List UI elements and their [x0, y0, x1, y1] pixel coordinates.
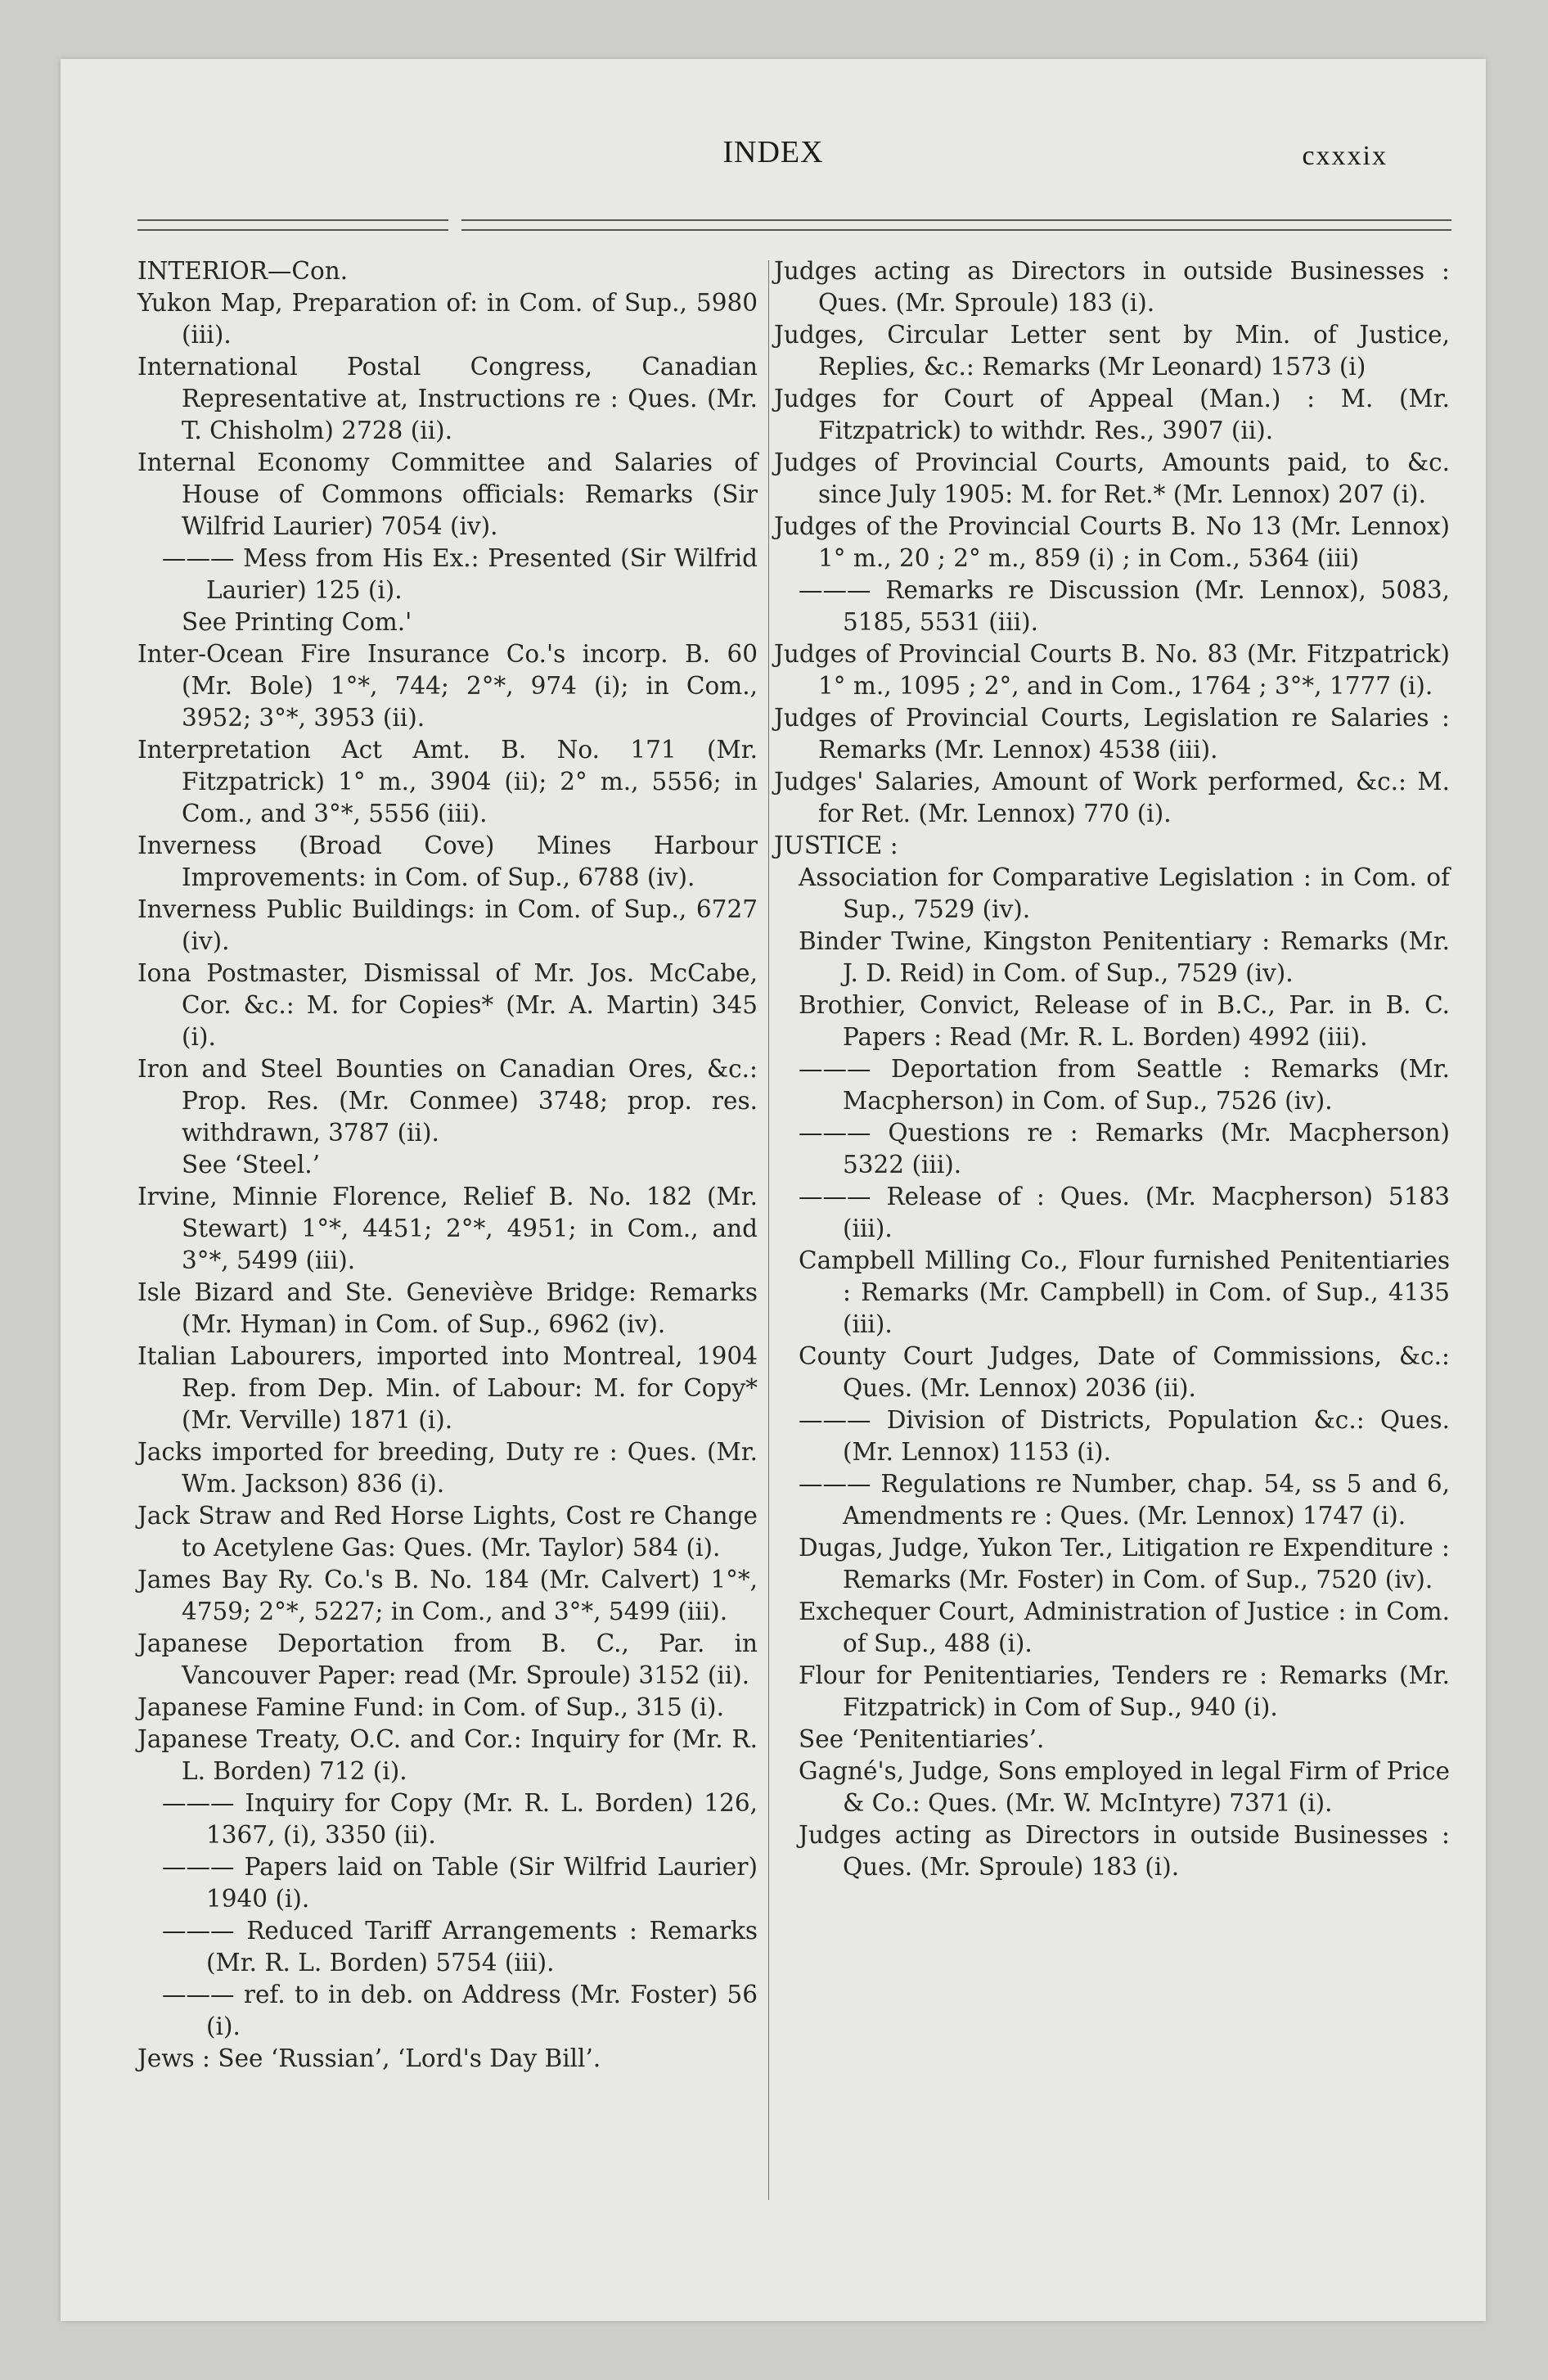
- index-entry: Yukon Map, Preparation of: in Com. of Sup., 5980 (iii).: [137, 289, 758, 349]
- index-entry: ——— Reduced Tariff Arrangements : Remarks (Mr. R. L. Borden) 5754 (iii).: [162, 1917, 758, 1977]
- index-entry: Judges of Provincial Courts, Legislation re Salaries : Remarks (Mr. Lennox) 4538 (iii).: [774, 704, 1450, 764]
- index-page: [61, 59, 1486, 2321]
- header-rule: [137, 219, 448, 221]
- index-entry: Inverness Public Buildings: in Com. of Sup., 6727 (iv).: [137, 895, 758, 955]
- index-entry: Judges' Salaries, Amount of Work performed, &c.: M. for Ret. (Mr. Lennox) 770 (i).: [774, 768, 1450, 827]
- index-entry: ——— ref. to in deb. on Address (Mr. Foster) 56 (i).: [162, 1981, 758, 2040]
- index-entry: Judges of the Provincial Courts B. No 13 (Mr. Lennox) 1° m., 20 ; 2° m., 859 (i) ; in Com., 5364 (iii): [774, 512, 1450, 572]
- index-entry: International Postal Congress, Canadian Representative at, Instructions re : Ques. (Mr. T. Chisholm) 2728 (ii).: [137, 353, 758, 444]
- index-entry: See Printing Com.': [182, 608, 412, 636]
- index-entry: Binder Twine, Kingston Penitentiary : Remarks (Mr. J. D. Reid) in Com. of Sup., 7529 (iv).: [799, 927, 1450, 987]
- index-entry: Inter-Ocean Fire Insurance Co.'s incorp. B. 60 (Mr. Bole) 1°*, 744; 2°*, 974 (i); in Com., 3952; 3°*, 3953 (ii).: [137, 640, 758, 732]
- index-entry: Internal Economy Committee and Salaries of House of Commons officials: Remarks (Sir Wilfrid Laurier) 7054 (iv).: [137, 449, 758, 540]
- header-rule: [137, 229, 448, 231]
- index-entry: INTERIOR—Con.: [137, 257, 349, 285]
- index-entry: Italian Labourers, imported into Montreal, 1904 Rep. from Dep. Min. of Labour: M. for Copy* (Mr. Verville) 1871 (i).: [137, 1342, 758, 1434]
- index-entry: County Court Judges, Date of Commissions, &c.: Ques. (Mr. Lennox) 2036 (ii).: [799, 1342, 1450, 1402]
- index-entry: Japanese Deportation from B. C., Par. in Vancouver Paper: read (Mr. Sproule) 3152 (ii).: [137, 1629, 758, 1689]
- index-entry: Exchequer Court, Administration of Justice : in Com. of Sup., 488 (i).: [799, 1598, 1450, 1657]
- index-entry: ——— Release of : Ques. (Mr. Macpherson) 5183 (iii).: [799, 1183, 1450, 1242]
- index-entry: See ‘Steel.’: [182, 1151, 321, 1179]
- index-entry: Judges of Provincial Courts, Amounts paid, to &c. since July 1905: M. for Ret.* (Mr. Lennox) 207 (i).: [774, 449, 1450, 508]
- index-entry: ——— Papers laid on Table (Sir Wilfrid Laurier) 1940 (i).: [162, 1853, 758, 1913]
- index-entry: Isle Bizard and Ste. Geneviève Bridge: Remarks (Mr. Hyman) in Com. of Sup., 6962 (iv).: [137, 1278, 758, 1338]
- right-column: [774, 255, 1450, 1883]
- index-entry: Judges, Circular Letter sent by Min. of Justice, Replies, &c.: Remarks (Mr Leonard) 1573 (i): [774, 321, 1450, 381]
- index-entry: Dugas, Judge, Yukon Ter., Litigation re Expenditure : Remarks (Mr. Foster) in Com. of Sup., 7520 (iv).: [799, 1534, 1450, 1593]
- index-entry: Irvine, Minnie Florence, Relief B. No. 182 (Mr. Stewart) 1°*, 4451; 2°*, 4951; in Com., and 3°*, 5499 (iii).: [137, 1183, 758, 1274]
- index-entry: See ‘Penitentiaries’.: [799, 1725, 1045, 1753]
- header-rule: [461, 229, 1451, 231]
- index-entry: Gagné's, Judge, Sons employed in legal Firm of Price & Co.: Ques. (Mr. W. McIntyre) 7371 (i).: [799, 1757, 1450, 1817]
- index-entry: Jews : See ‘Russian’, ‘Lord's Day Bill’.: [137, 2044, 601, 2072]
- column-divider: [768, 260, 769, 2200]
- index-entry: JUSTICE :: [774, 832, 898, 859]
- index-entry: Japanese Famine Fund: in Com. of Sup., 315 (i).: [137, 1693, 724, 1721]
- index-entry: ——— Questions re : Remarks (Mr. Macpherson) 5322 (iii).: [799, 1119, 1450, 1179]
- index-entry: Campbell Milling Co., Flour furnished Penitentiaries : Remarks (Mr. Campbell) in Com. of Sup., 4135 (iii).: [799, 1246, 1450, 1338]
- index-entry: ——— Inquiry for Copy (Mr. R. L. Borden) 126, 1367, (i), 3350 (ii).: [162, 1789, 758, 1849]
- index-entry: Association for Comparative Legislation : in Com. of Sup., 7529 (iv).: [799, 863, 1450, 923]
- left-column: [137, 255, 758, 2075]
- header-rule: [461, 219, 1451, 221]
- page-title: INDEX: [722, 135, 824, 169]
- index-entry: Judges acting as Directors in outside Businesses : Ques. (Mr. Sproule) 183 (i).: [774, 257, 1450, 317]
- index-entry: Jack Straw and Red Horse Lights, Cost re Change to Acetylene Gas: Ques. (Mr. Taylor) 584 (i).: [137, 1502, 758, 1562]
- index-entry: Judges of Provincial Courts B. No. 83 (Mr. Fitzpatrick) 1° m., 1095 ; 2°, and in Com., 1764 ; 3°*, 1777 (i).: [774, 640, 1450, 700]
- index-entry: Brothier, Convict, Release of in B.C., Par. in B. C. Papers : Read (Mr. R. L. Borden) 4992 (iii).: [799, 991, 1450, 1051]
- index-entry: ——— Division of Districts, Population &c.: Ques. (Mr. Lennox) 1153 (i).: [799, 1406, 1450, 1466]
- index-entry: Judges acting as Directors in outside Businesses : Ques. (Mr. Sproule) 183 (i).: [799, 1821, 1450, 1881]
- index-entry: ——— Deportation from Seattle : Remarks (Mr. Macpherson) in Com. of Sup., 7526 (iv).: [799, 1055, 1450, 1115]
- index-entry: Japanese Treaty, O.C. and Cor.: Inquiry for (Mr. R. L. Borden) 712 (i).: [137, 1725, 758, 1785]
- index-entry: ——— Regulations re Number, chap. 54, ss 5 and 6, Amendments re : Ques. (Mr. Lennox) 1747 (i).: [799, 1470, 1450, 1530]
- index-entry: Inverness (Broad Cove) Mines Harbour Improvements: in Com. of Sup., 6788 (iv).: [137, 832, 758, 891]
- index-entry: Iona Postmaster, Dismissal of Mr. Jos. McCabe, Cor. &c.: M. for Copies* (Mr. A. Martin) 345 (i).: [137, 959, 758, 1051]
- index-entry: Iron and Steel Bounties on Canadian Ores, &c.: Prop. Res. (Mr. Conmee) 3748; prop. res. withdrawn, 3787 (ii).: [137, 1055, 758, 1147]
- index-entry: ——— Mess from His Ex.: Presented (Sir Wilfrid Laurier) 125 (i).: [162, 544, 758, 604]
- index-entry: ——— Remarks re Discussion (Mr. Lennox), 5083, 5185, 5531 (iii).: [799, 576, 1450, 636]
- index-entry: Interpretation Act Amt. B. No. 171 (Mr. Fitzpatrick) 1° m., 3904 (ii); 2° m., 5556; in Com., and 3°*, 5556 (iii).: [137, 736, 758, 827]
- page-number: cxxxix: [1302, 141, 1388, 171]
- index-entry: Judges for Court of Appeal (Man.) : M. (Mr. Fitzpatrick) to withdr. Res., 3907 (ii).: [774, 385, 1450, 444]
- index-entry: Jacks imported for breeding, Duty re : Ques. (Mr. Wm. Jackson) 836 (i).: [137, 1438, 758, 1498]
- page-header: [61, 59, 1486, 223]
- index-entry: James Bay Ry. Co.'s B. No. 184 (Mr. Calvert) 1°*, 4759; 2°*, 5227; in Com., and 3°*, 5499 (iii).: [137, 1566, 758, 1625]
- index-entry: Flour for Penitentiaries, Tenders re : Remarks (Mr. Fitzpatrick) in Com of Sup., 940 (i).: [799, 1661, 1450, 1721]
